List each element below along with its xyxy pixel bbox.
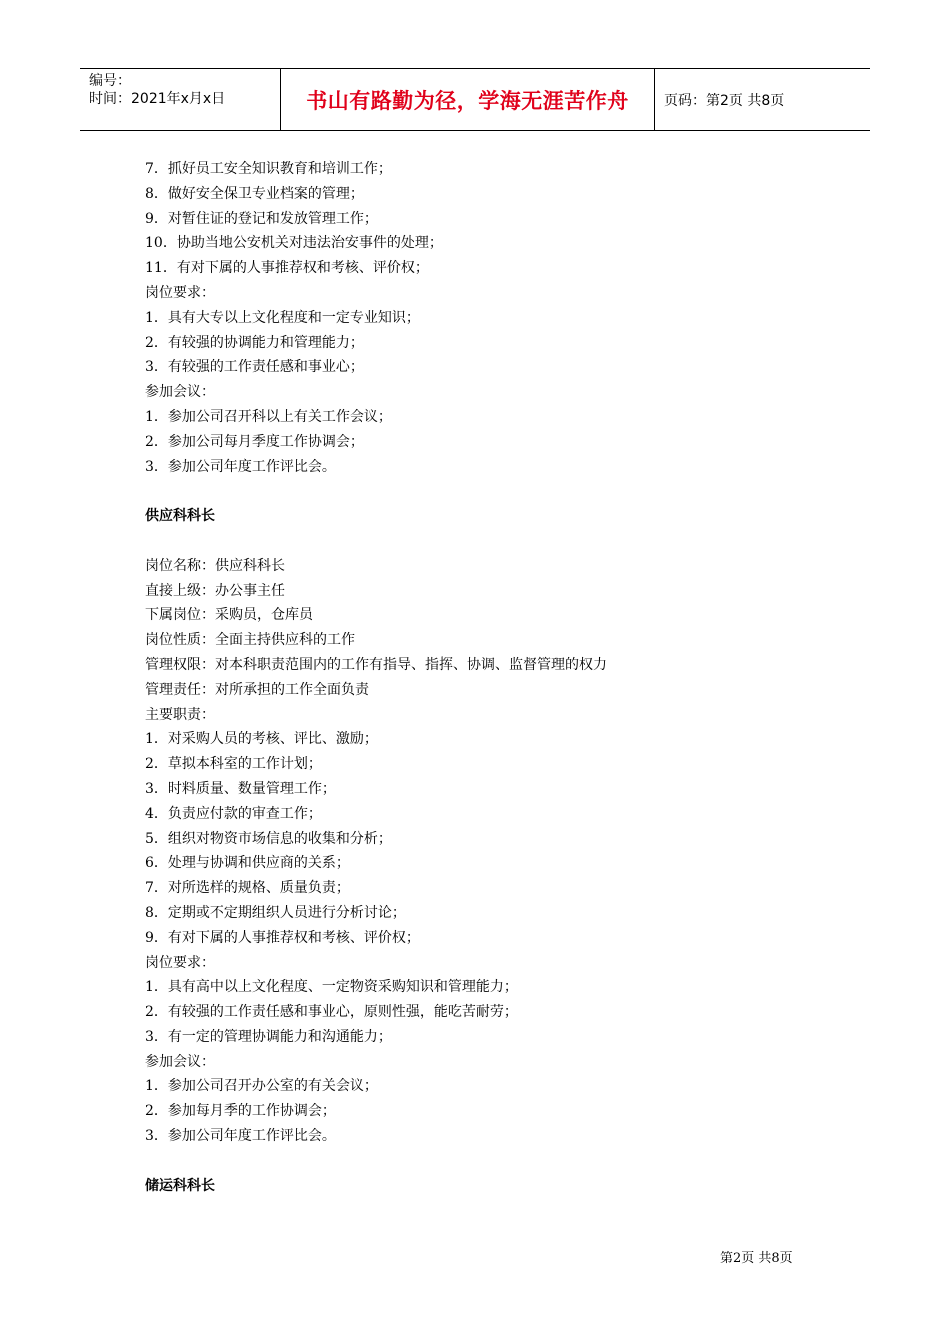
text-line: 主要职责： (145, 706, 215, 723)
text-line: 8．定期或不定期组织人员进行分析讨论； (145, 904, 406, 921)
text-line: 3．有一定的管理协调能力和沟通能力； (145, 1028, 392, 1045)
text-line: 9．对暂住证的登记和发放管理工作； (145, 210, 378, 227)
text-line: 11．有对下属的人事推荐权和考核、评价权； (145, 260, 429, 277)
page-header (80, 68, 870, 131)
text-line: 9．有对下属的人事推荐权和考核、评价权； (145, 929, 420, 946)
text-line: 岗位性质：全面主持供应科的工作 (145, 632, 355, 649)
text-line: 2．有较强的工作责任感和事业心，原则性强，能吃苦耐劳； (145, 1004, 518, 1021)
duties-continued (145, 157, 805, 479)
time-label: 时间：2021年x月x日 (89, 91, 226, 107)
text-line: 2．参加公司每月季度工作协调会； (145, 433, 364, 450)
text-line: 3．时料质量、数量管理工作； (145, 780, 336, 797)
header-page-number: 页码：第2页 共8页 (664, 92, 785, 109)
text-line: 1．对采购人员的考核、评比、激励； (145, 731, 378, 748)
text-line: 2．有较强的协调能力和管理能力； (145, 334, 364, 351)
supply-chief-description (145, 554, 805, 1149)
text-line: 管理权限：对本科职责范围内的工作有指导、指挥、协调、监督管理的权力 (145, 656, 607, 673)
text-line: 2．参加每月季的工作协调会； (145, 1103, 336, 1120)
document-body (145, 157, 805, 1198)
text-line: 1．参加公司召开办公室的有关会议； (145, 1078, 378, 1095)
text-line: 直接上级：办公事主任 (145, 582, 285, 599)
text-line: 岗位要求： (145, 954, 215, 971)
text-line: 10．协助当地公安机关对违法治安事件的处理； (145, 235, 443, 252)
text-line: 4．负责应付款的审查工作； (145, 805, 322, 822)
section-title-storage-chief: 储运科科长 (145, 1177, 215, 1194)
header-meta (80, 69, 281, 130)
text-line: 7．抓好员工安全知识教育和培训工作； (145, 161, 392, 177)
text-line: 参加会议： (145, 1053, 215, 1070)
text-line: 1．具有高中以上文化程度、一定物资采购知识和管理能力； (145, 979, 518, 996)
text-line: 3．参加公司年度工作评比会。 (145, 1128, 336, 1145)
page-footer: 第2页 共8页 (720, 1251, 793, 1266)
text-line: 7．对所选样的规格、质量负责； (145, 880, 350, 897)
number-label: 编号： (89, 73, 131, 89)
text-line: 6．处理与协调和供应商的关系； (145, 855, 350, 872)
text-line: 参加会议： (145, 384, 215, 401)
text-line: 岗位要求： (145, 284, 215, 301)
text-line: 2．草拟本科室的工作计划； (145, 756, 322, 773)
text-line: 5．组织对物资市场信息的收集和分析； (145, 830, 392, 847)
text-line: 1．参加公司召开科以上有关工作会议； (145, 408, 392, 425)
text-line: 1．具有大专以上文化程度和一定专业知识； (145, 309, 420, 326)
text-line: 3．参加公司年度工作评比会。 (145, 458, 336, 475)
text-line: 8．做好安全保卫专业档案的管理； (145, 185, 364, 202)
section-title-supply-chief: 供应科科长 (145, 508, 215, 525)
header-motto: 书山有路勤为径，学海无涯苦作舟 (281, 69, 655, 130)
text-line: 岗位名称：供应科科长 (145, 557, 285, 574)
text-line: 管理责任：对所承担的工作全面负责 (145, 681, 369, 698)
text-line: 3．有较强的工作责任感和事业心； (145, 359, 364, 376)
text-line: 下属岗位：采购员，仓库员 (145, 607, 313, 624)
